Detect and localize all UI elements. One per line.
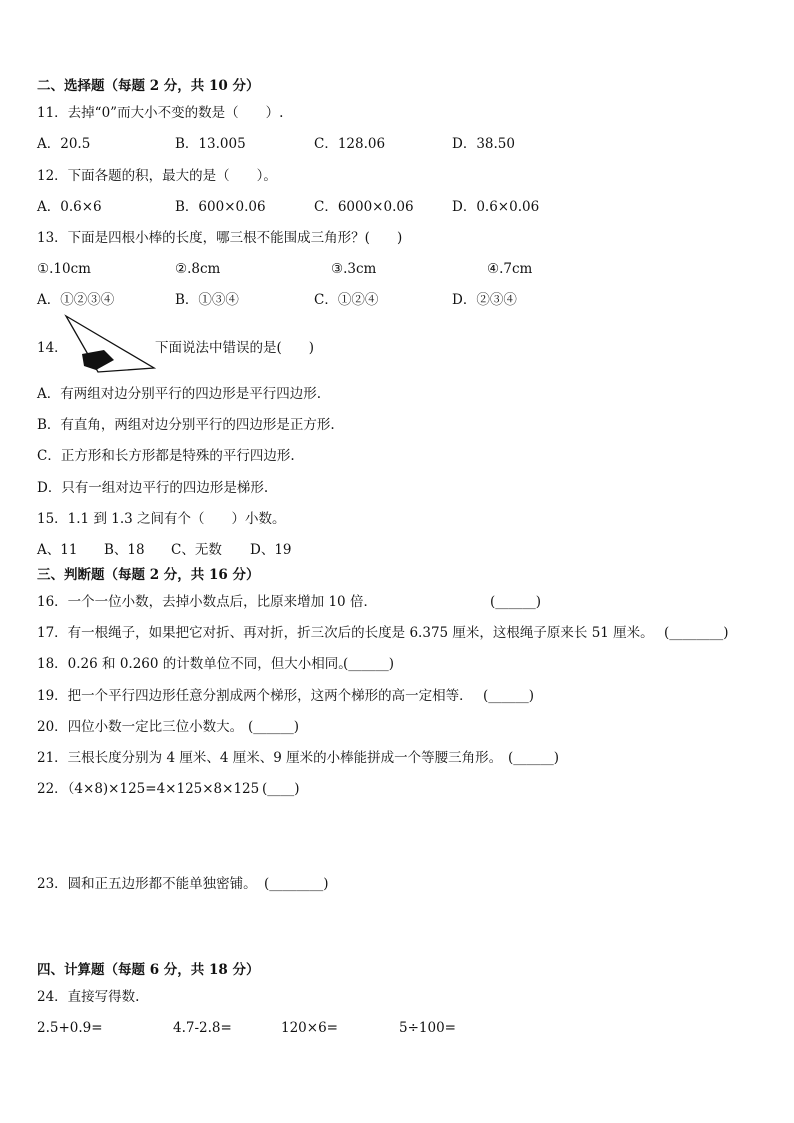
question-18-text: 18．0.26 和 0.260 的计数单位不同，但大小相同。: [37, 656, 352, 672]
question-14-stem: 下面说法中错误的是( ): [155, 340, 315, 356]
question-20-text: 20．四位小数一定比三位小数大。: [37, 719, 244, 735]
q13-stick-3: ③.3cm: [331, 261, 377, 277]
question-13-stem: 13．下面是四根小棒的长度，哪三根不能围成三角形？( ): [37, 230, 403, 246]
calc-item-2: 4.7-2.8=: [173, 1020, 232, 1036]
question-20-answer-blank[interactable]: (______): [248, 719, 300, 735]
section-heading-choice: 二、选择题（每题 2 分，共 10 分）: [37, 78, 260, 94]
question-19-text: 19．把一个平行四边形任意分割成两个梯形，这两个梯形的高一定相等．: [37, 688, 473, 704]
question-22-answer-blank[interactable]: (____): [262, 781, 300, 797]
question-18-answer-blank[interactable]: (______): [343, 656, 395, 672]
q13-stick-1: ①.10cm: [37, 261, 91, 277]
question-24-stem: 24．直接写得数.: [37, 989, 140, 1005]
q11-option-d: D．38.50: [452, 136, 515, 152]
set-square-figure: [64, 314, 156, 376]
q12-option-d: D．0.6×0.06: [452, 199, 540, 215]
q13-option-c: C．①②④: [314, 292, 379, 308]
question-17-text: 17．有一根绳子，如果把它对折、再对折，折三次后的长度是 6.375 厘米，这根绳子原来长 51 厘米。: [37, 625, 654, 641]
question-14-number: 14．: [37, 340, 68, 356]
q14-option-b: B．有直角，两组对边分别平行的四边形是正方形.: [37, 417, 335, 433]
question-16-answer-blank[interactable]: (______): [490, 594, 542, 610]
question-21-text: 21．三根长度分别为 4 厘米、4 厘米、9 厘米的小棒能拼成一个等腰三角形。: [37, 750, 503, 766]
q12-option-b: B．600×0.06: [175, 199, 266, 215]
question-19-answer-blank[interactable]: (______): [483, 688, 535, 704]
q14-option-a: A．有两组对边分别平行的四边形是平行四边形.: [37, 386, 322, 402]
q13-stick-2: ②.8cm: [175, 261, 221, 277]
question-12-stem: 12．下面各题的积，最大的是（ ）。: [37, 168, 277, 184]
q12-option-c: C．6000×0.06: [314, 199, 414, 215]
section-heading-judgement: 三、判断题（每题 2 分，共 16 分）: [37, 567, 260, 583]
question-11-stem: 11．去掉“0”而大小不变的数是（ ）.: [37, 105, 284, 121]
question-23-answer-blank[interactable]: (________): [264, 876, 329, 892]
q13-option-a: A．①②③④: [37, 292, 115, 308]
q13-option-b: B．①③④: [175, 292, 239, 308]
q13-option-d: D．②③④: [452, 292, 517, 308]
q11-option-b: B．13.005: [175, 136, 246, 152]
q13-stick-4: ④.7cm: [487, 261, 533, 277]
calc-item-4: 5÷100=: [399, 1020, 456, 1036]
calc-item-3: 120×6=: [281, 1020, 338, 1036]
q11-option-a: A．20.5: [37, 136, 91, 152]
q14-option-d: D．只有一组对边平行的四边形是梯形.: [37, 480, 269, 496]
question-21-answer-blank[interactable]: (______): [508, 750, 560, 766]
q12-option-a: A．0.6×6: [37, 199, 102, 215]
question-17-answer-blank[interactable]: (________): [664, 625, 729, 641]
question-22-text: 22．（4×8)×125=4×125×8×125: [37, 781, 260, 797]
q15-option-a: A、11: [37, 542, 78, 558]
q11-option-c: C．128.06: [314, 136, 386, 152]
section-heading-calculation: 四、计算题（每题 6 分，共 18 分）: [37, 962, 260, 978]
question-15-stem: 15．1.1 到 1.3 之间有个（ ）小数。: [37, 511, 286, 527]
q14-option-c: C．正方形和长方形都是特殊的平行四边形.: [37, 448, 295, 464]
q15-option-b: B、18: [104, 542, 145, 558]
question-16-text: 16．一个一位小数，去掉小数点后，比原来增加 10 倍．: [37, 594, 377, 610]
question-23-text: 23．圆和正五边形都不能单独密铺。: [37, 876, 257, 892]
calc-item-1: 2.5+0.9=: [37, 1020, 103, 1036]
q15-option-c: C、无数: [171, 542, 222, 558]
q15-option-d: D、19: [250, 542, 292, 558]
